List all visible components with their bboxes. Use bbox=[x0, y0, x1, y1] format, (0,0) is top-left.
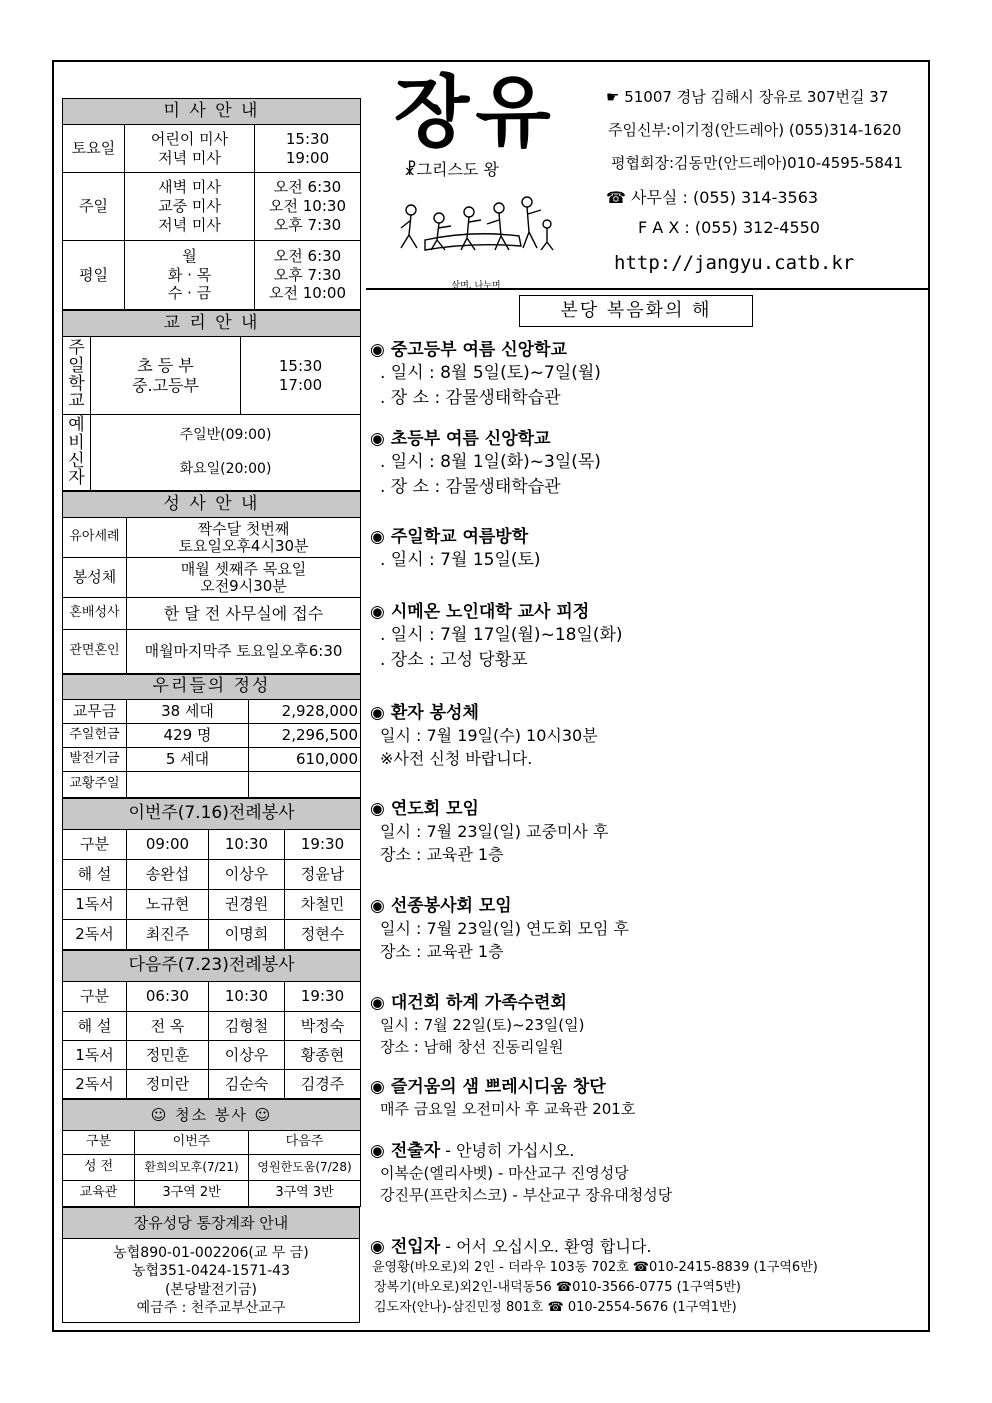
illustration-caption: 살며, 나누며 bbox=[451, 281, 501, 291]
school-label: 주일학교 bbox=[68, 337, 85, 412]
cleaning-table bbox=[62, 1099, 361, 1207]
year-title: 본당 복음화의 해 bbox=[519, 295, 753, 327]
notice-title: 연도회 모임 bbox=[390, 799, 479, 819]
service-role: 해 설 bbox=[63, 860, 127, 890]
pastor-info: 주임신부:이기정(안드레아) (055)314-1620 bbox=[608, 121, 902, 139]
service-person: 정윤남 bbox=[285, 860, 361, 890]
service-head: 06:30 bbox=[127, 982, 209, 1012]
service-role: 2독서 bbox=[63, 1070, 127, 1099]
header-divider bbox=[366, 288, 928, 290]
notice-title: 대건회 하계 가족수련회 bbox=[390, 993, 567, 1013]
mass-week-items: 월 화 · 목 수 · 금 bbox=[125, 241, 255, 310]
notice-line: . 장 소 : 감물생태학습관 bbox=[380, 477, 561, 497]
sacrament-label: 관면혼인 bbox=[63, 630, 127, 674]
service-person: 전 옥 bbox=[127, 1012, 209, 1041]
service-head: 구분 bbox=[63, 830, 127, 860]
notice-title: 시메온 노인대학 교사 피정 bbox=[390, 602, 590, 622]
offering-table bbox=[62, 674, 361, 798]
notice-line: ※사전 신청 바랍니다. bbox=[380, 749, 533, 768]
service-person: 황종현 bbox=[285, 1041, 361, 1070]
website-url[interactable]: http://jangyu.catb.kr bbox=[614, 252, 855, 274]
bullet-icon: ◉ bbox=[370, 896, 385, 916]
notice-item bbox=[370, 1236, 926, 1318]
offering-label: 교무금 bbox=[63, 700, 127, 724]
mass-sat-label: 토요일 bbox=[63, 125, 125, 173]
notice-line: 매주 금요일 오전미사 후 교육관 201호 bbox=[380, 1100, 636, 1118]
pre-items: 주일반(09:00) 화요일(20:00) bbox=[91, 415, 361, 491]
notice-line: . 일시 : 7월 15일(토) bbox=[380, 550, 541, 570]
mass-sat-times: 15:30 19:00 bbox=[255, 125, 361, 173]
people-illustration bbox=[391, 190, 561, 291]
mass-sat-items: 어린이 미사 저녁 미사 bbox=[125, 125, 255, 173]
service-person: 김형철 bbox=[209, 1012, 285, 1041]
offering-count: 5 세대 bbox=[127, 748, 249, 772]
office-phone: ☎ 사무실 : (055) 314-3563 bbox=[606, 188, 819, 207]
notice-line: 장복기(바오로)외2인-내덕동56 ☎010-3566-0775 (1구역5반) bbox=[374, 1280, 741, 1295]
bullet-icon: ◉ bbox=[370, 340, 385, 360]
notice-line: . 장소 : 고성 당황포 bbox=[380, 650, 528, 670]
cleaning-group: 3구역 2반 bbox=[135, 1181, 249, 1207]
notice-line: . 일시 : 8월 5일(토)~7일(월) bbox=[380, 363, 601, 383]
sacrament-title: 성 사 안 내 bbox=[63, 492, 361, 518]
bullet-icon: ◉ bbox=[370, 1237, 385, 1257]
bullet-icon: ◉ bbox=[370, 799, 385, 819]
service-person: 송완섭 bbox=[127, 860, 209, 890]
offering-label: 발전기금 bbox=[63, 748, 127, 772]
offering-label: 주일헌금 bbox=[63, 724, 127, 748]
notice-item bbox=[370, 702, 926, 770]
service-person: 박정숙 bbox=[285, 1012, 361, 1041]
sacrament-value: 매월마지막주 토요일오후6:30 bbox=[127, 630, 361, 674]
service-person: 권경원 bbox=[209, 890, 285, 920]
notice-title: 주일학교 여름방학 bbox=[390, 527, 529, 547]
service-this-title: 이번주(7.16)전례봉사 bbox=[63, 799, 361, 830]
service-head: 구분 bbox=[63, 982, 127, 1012]
service-this-table bbox=[62, 798, 361, 950]
service-person: 김경주 bbox=[285, 1070, 361, 1099]
mass-week-times: 오전 6:30 오후 7:30 오전 10:00 bbox=[255, 241, 361, 310]
mass-week-label: 평일 bbox=[63, 241, 125, 310]
notice-item bbox=[370, 601, 926, 673]
notice-title: 선종봉사회 모임 bbox=[390, 896, 512, 916]
cleaning-title: ☺ 청소 봉사 ☺ bbox=[63, 1100, 361, 1131]
bank-line: 농협351-0424-1571-43 bbox=[132, 1263, 290, 1280]
notice-line: 윤영황(바오로)외 2인 - 더라우 103동 702호 ☎010-2415-8839 (1구역6반) bbox=[372, 1260, 818, 1275]
notice-line: 일시 : 7월 23일(일) 연도회 모임 후 bbox=[380, 919, 629, 938]
notice-title: 전입자 bbox=[390, 1237, 441, 1257]
sacrament-value: 매월 셋째주 목요일 오전9시30분 bbox=[127, 558, 361, 598]
school-times: 15:30 17:00 bbox=[241, 337, 361, 415]
notice-title: 환자 봉성체 bbox=[390, 703, 479, 723]
fax-number: F A X : (055) 312-4550 bbox=[638, 218, 820, 237]
notice-title: 전출자 bbox=[390, 1141, 441, 1161]
notice-line: 장소 : 남해 창선 진동리일원 bbox=[380, 1038, 564, 1056]
notice-line: 장소 : 교육관 1층 bbox=[380, 845, 504, 864]
service-head: 19:30 bbox=[285, 830, 361, 860]
sacrament-value: 짝수달 첫번째 토요일오후4시30분 bbox=[127, 518, 361, 558]
notice-suffix: - 어서 오십시오. 환영 합니다. bbox=[440, 1237, 652, 1256]
bullet-icon: ◉ bbox=[370, 602, 385, 622]
notice-line: 일시 : 7월 22일(토)~23일(일) bbox=[380, 1016, 585, 1034]
catechism-title: 교 리 안 내 bbox=[63, 311, 361, 337]
bank-table bbox=[62, 1207, 360, 1323]
cleaning-group: 영원한도움(7/28) bbox=[249, 1155, 361, 1181]
bank-line: 예금주 : 천주교부산교구 bbox=[136, 1299, 286, 1316]
address-icon: ☛ bbox=[606, 88, 625, 106]
sacrament-table bbox=[62, 491, 361, 674]
mass-sun-times: 오전 6:30 오전 10:30 오후 7:30 bbox=[255, 173, 361, 241]
notice-item bbox=[370, 992, 926, 1058]
school-items: 초 등 부 중.고등부 bbox=[91, 337, 241, 415]
sacrament-label: 유아세례 bbox=[63, 518, 127, 558]
offering-count: 38 세대 bbox=[127, 700, 249, 724]
service-person: 차철민 bbox=[285, 890, 361, 920]
catechism-table bbox=[62, 310, 361, 491]
offering-amount: 2,296,500 bbox=[249, 724, 361, 748]
notice-item bbox=[370, 895, 926, 963]
service-head: 10:30 bbox=[209, 830, 285, 860]
bank-line: (본당발전기금) bbox=[164, 1281, 258, 1298]
cleaning-head: 이번주 bbox=[135, 1131, 249, 1155]
parish-logo: 장유 bbox=[394, 67, 557, 158]
notice-line: 이복순(엘리사벳) - 마산교구 진영성당 bbox=[380, 1164, 629, 1182]
service-person: 김순숙 bbox=[209, 1070, 285, 1099]
service-role: 1독서 bbox=[63, 1041, 127, 1070]
service-role: 해 설 bbox=[63, 1012, 127, 1041]
notice-title: 초등부 여름 신앙학교 bbox=[390, 429, 551, 449]
bullet-icon: ◉ bbox=[370, 1077, 385, 1097]
mass-table bbox=[62, 98, 361, 310]
service-person: 노규현 bbox=[127, 890, 209, 920]
offering-title: 우리들의 정성 bbox=[63, 675, 361, 700]
mass-sun-label: 주일 bbox=[63, 173, 125, 241]
cleaning-head: 다음주 bbox=[249, 1131, 361, 1155]
cleaning-head: 구분 bbox=[63, 1131, 135, 1155]
pre-label: 예비신자 bbox=[68, 414, 85, 489]
notice-line: 일시 : 7월 19일(수) 10시30분 bbox=[380, 726, 598, 745]
service-role: 2독서 bbox=[63, 920, 127, 950]
bullet-icon: ◉ bbox=[370, 703, 385, 723]
bank-line: 농협890-01-002206(교 무 금) bbox=[113, 1245, 309, 1262]
notice-item bbox=[370, 339, 926, 411]
service-person: 정미란 bbox=[127, 1070, 209, 1099]
bullet-icon: ◉ bbox=[370, 429, 385, 449]
notice-title: 중고등부 여름 신앙학교 bbox=[390, 340, 567, 360]
notice-line: 장소 : 교육관 1층 bbox=[380, 942, 504, 961]
notice-line: . 일시 : 8월 1일(화)~3일(목) bbox=[380, 452, 601, 472]
bullet-icon: ◉ bbox=[370, 1141, 385, 1161]
logo-subtitle: ☧그리스도 왕 bbox=[404, 160, 499, 179]
offering-label: 교황주일 bbox=[63, 772, 127, 798]
notice-line: 강진무(프란치스코) - 부산교구 장유대청성당 bbox=[380, 1186, 673, 1204]
notice-title: 즐거움의 샘 쁘레시디움 창단 bbox=[390, 1077, 606, 1097]
mass-sun-items: 새벽 미사 교중 미사 저녁 미사 bbox=[125, 173, 255, 241]
notice-suffix: - 안녕히 가십시오. bbox=[440, 1141, 575, 1160]
service-next-title: 다음주(7.23)전례봉사 bbox=[63, 951, 361, 982]
notice-item bbox=[370, 526, 926, 573]
cleaning-group: 환희의모후(7/21) bbox=[135, 1155, 249, 1181]
notice-line: 일시 : 7월 23일(일) 교중미사 후 bbox=[380, 822, 609, 841]
notice-line: 김도자(안나)-삼진민정 801호 ☎ 010-2554-5676 (1구역1반) bbox=[374, 1300, 737, 1315]
service-person: 정민훈 bbox=[127, 1041, 209, 1070]
service-role: 1독서 bbox=[63, 890, 127, 920]
service-person: 최진주 bbox=[127, 920, 209, 950]
sacrament-value: 한 달 전 사무실에 접수 bbox=[127, 598, 361, 630]
offering-amount: 610,000 bbox=[249, 748, 361, 772]
bullet-icon: ◉ bbox=[370, 993, 385, 1013]
cleaning-place: 성 전 bbox=[63, 1155, 135, 1181]
sacrament-label: 봉성체 bbox=[63, 558, 127, 598]
cleaning-place: 교육관 bbox=[63, 1181, 135, 1207]
service-person: 정현수 bbox=[285, 920, 361, 950]
service-person: 이명희 bbox=[209, 920, 285, 950]
council-info: 평협회장:김동만(안드레아)010-4595-5841 bbox=[611, 154, 903, 172]
notice-item bbox=[370, 798, 926, 866]
service-person: 이상우 bbox=[209, 1041, 285, 1070]
service-head: 19:30 bbox=[285, 982, 361, 1012]
notice-line: . 일시 : 7월 17일(월)~18일(화) bbox=[380, 625, 623, 645]
notice-item bbox=[370, 1076, 926, 1120]
mass-title: 미 사 안 내 bbox=[63, 99, 361, 125]
sacrament-label: 혼배성사 bbox=[63, 598, 127, 630]
service-person: 이상우 bbox=[209, 860, 285, 890]
service-next-table bbox=[62, 950, 361, 1099]
offering-amount: 2,928,000 bbox=[249, 700, 361, 724]
address: 51007 경남 김해시 장유로 307번길 37 bbox=[624, 88, 889, 106]
cleaning-group: 3구역 3반 bbox=[249, 1181, 361, 1207]
notice-item bbox=[370, 428, 926, 500]
notice-line: . 장 소 : 감물생태학습관 bbox=[380, 388, 561, 408]
service-head: 10:30 bbox=[209, 982, 285, 1012]
offering-count bbox=[127, 772, 249, 798]
bank-title: 장유성당 통장계좌 안내 bbox=[63, 1208, 360, 1239]
offering-count: 429 명 bbox=[127, 724, 249, 748]
left-column bbox=[62, 98, 360, 1323]
offering-amount bbox=[249, 772, 361, 798]
notice-item bbox=[370, 1140, 926, 1206]
service-head: 09:00 bbox=[127, 830, 209, 860]
bullet-icon: ◉ bbox=[370, 527, 385, 547]
